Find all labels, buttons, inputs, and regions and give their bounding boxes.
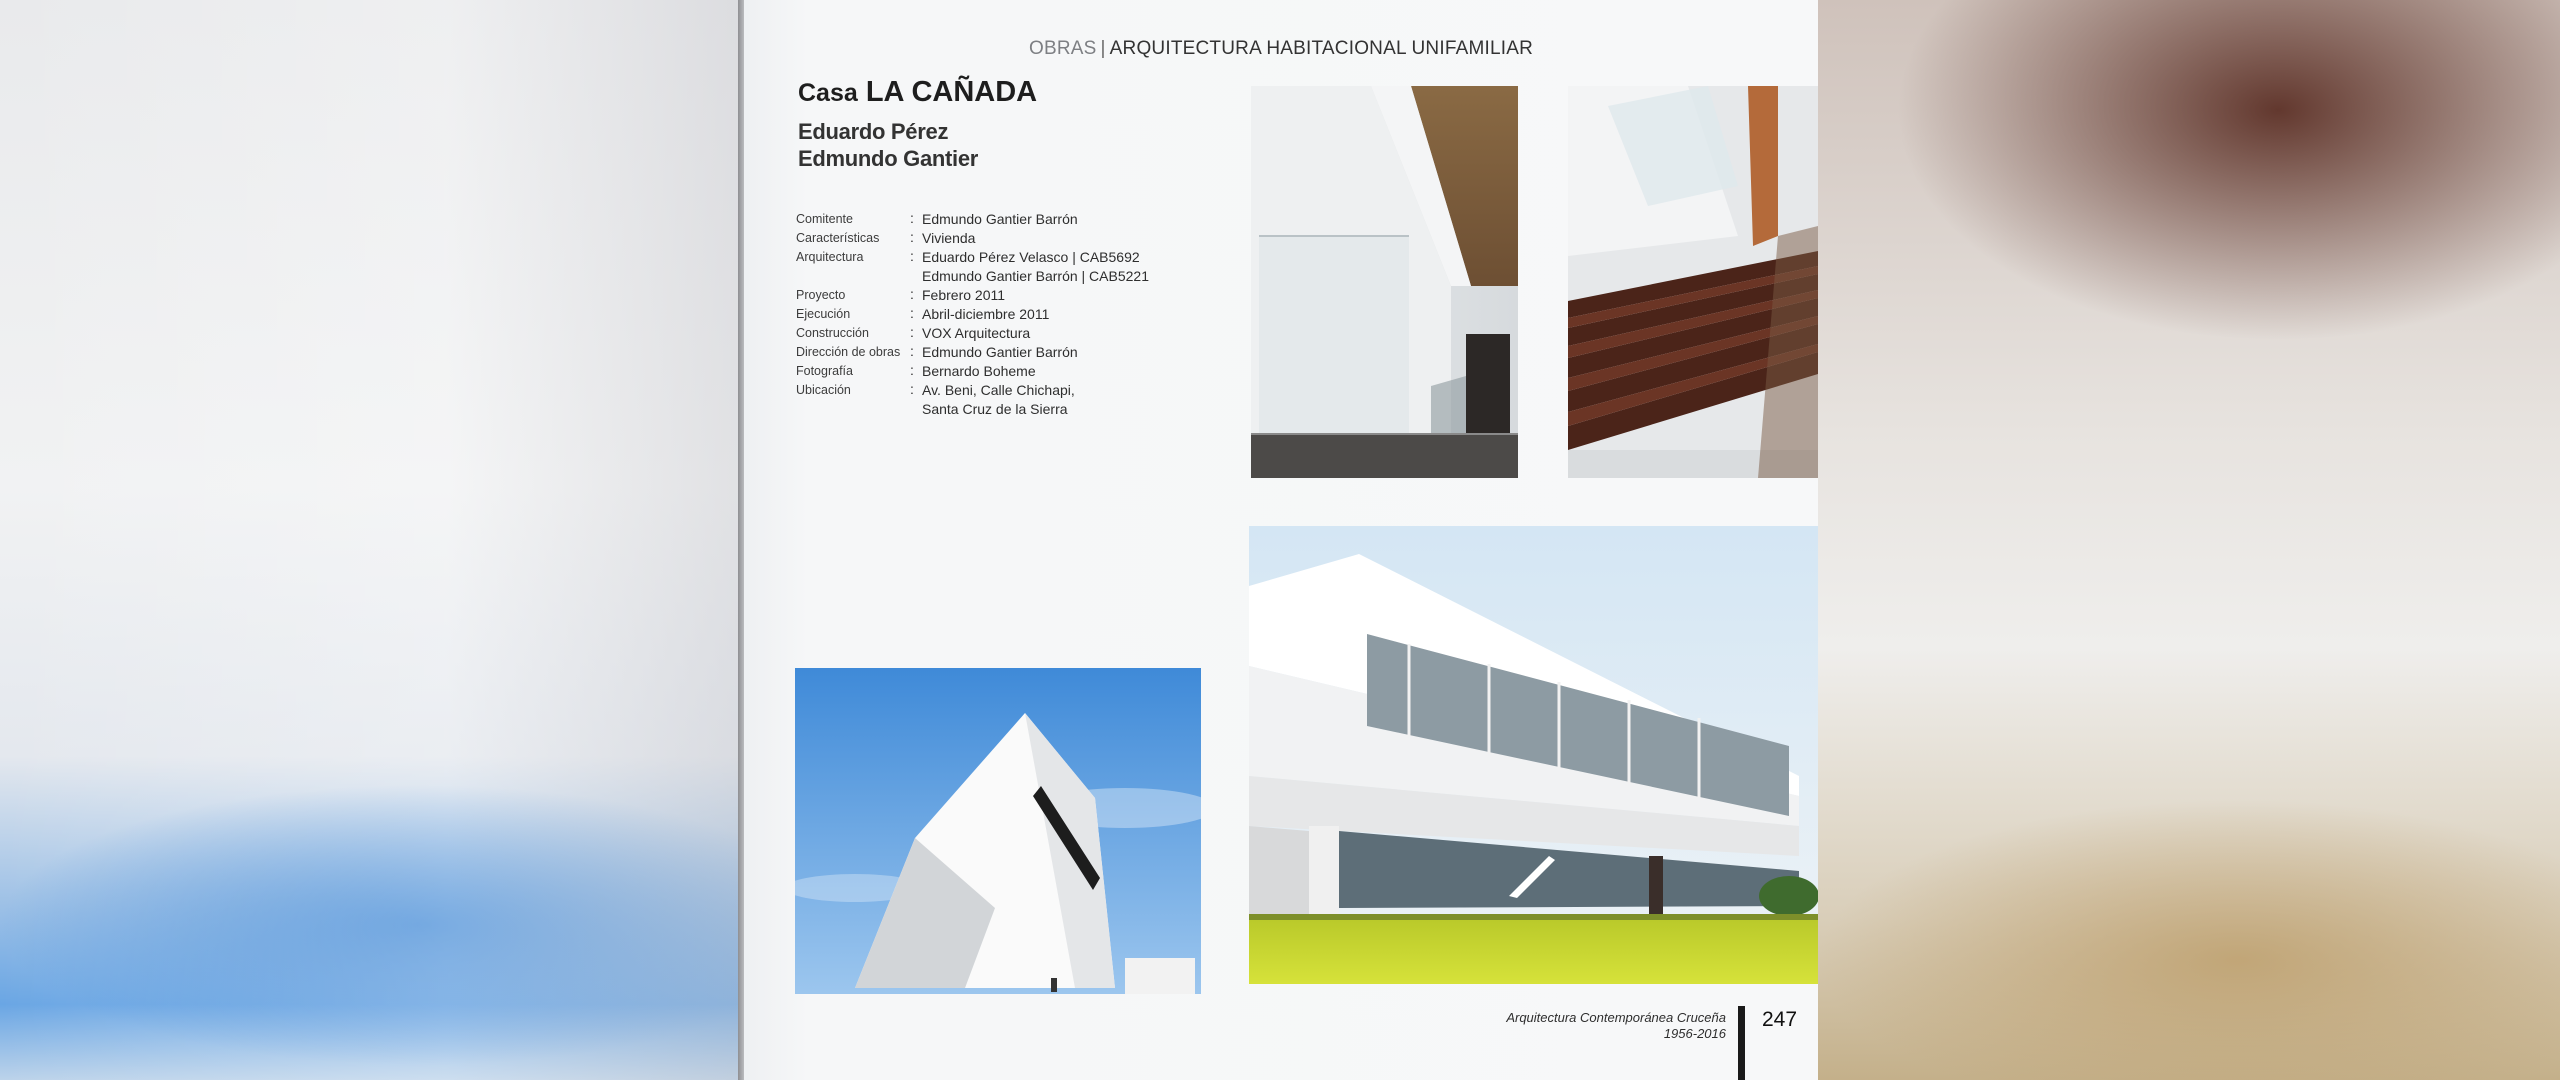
credit-label: Proyecto bbox=[796, 288, 846, 302]
photo-interior-corridor bbox=[1251, 86, 1518, 478]
author-name: Edmundo Gantier bbox=[798, 146, 979, 171]
credit-colon: : bbox=[910, 381, 914, 397]
page-header bbox=[744, 38, 1818, 60]
book-page bbox=[744, 0, 1818, 1080]
photo-house-exterior-lawn bbox=[1249, 526, 1818, 984]
credit-value: Eduardo Pérez Velasco | CAB5692 Edmundo Gantier Barrón | CAB5221 bbox=[922, 249, 1149, 284]
credit-value: Edmundo Gantier Barrón bbox=[922, 344, 1078, 360]
book-years: 1956-2016 bbox=[1663, 1026, 1726, 1041]
header-separator: | bbox=[1100, 38, 1106, 59]
credit-colon: : bbox=[910, 324, 914, 340]
credit-value: Abril-diciembre 2011 bbox=[922, 306, 1050, 322]
footer-book-title bbox=[1506, 1010, 1726, 1042]
credit-value: VOX Arquitectura bbox=[922, 325, 1031, 341]
credit-label: Fotografía bbox=[796, 364, 853, 378]
credit-label: Dirección de obras bbox=[796, 345, 901, 359]
credit-label: Ubicación bbox=[796, 383, 851, 397]
credit-label: Comitente bbox=[796, 212, 853, 226]
credit-label: Construcción bbox=[796, 326, 869, 340]
credit-colon: : bbox=[910, 210, 914, 226]
credit-label: Características bbox=[796, 231, 880, 245]
section-label: OBRAS bbox=[1028, 38, 1097, 59]
credit-colon: : bbox=[910, 229, 914, 245]
credit-colon: : bbox=[910, 286, 914, 302]
footer-divider bbox=[1738, 1006, 1745, 1080]
credit-colon: : bbox=[910, 305, 914, 321]
credit-label: Ejecución bbox=[796, 307, 851, 321]
book-title: Arquitectura Contemporánea Cruceña bbox=[1506, 1010, 1726, 1025]
category-label: ARQUITECTURA HABITACIONAL UNIFAMILIAR bbox=[1109, 38, 1534, 59]
title-prefix: Casa bbox=[798, 79, 858, 107]
project-title bbox=[798, 76, 1037, 109]
blurred-background-left bbox=[0, 0, 742, 1080]
page-number: 247 bbox=[1762, 1008, 1798, 1031]
blurred-background-right bbox=[1818, 0, 2560, 1080]
credit-value: Bernardo Boheme bbox=[922, 363, 1036, 379]
credit-value: Edmundo Gantier Barrón bbox=[922, 211, 1078, 227]
title-name: LA CAÑADA bbox=[865, 76, 1038, 108]
credit-colon: : bbox=[910, 362, 914, 378]
author-name: Eduardo Pérez bbox=[798, 119, 949, 144]
credit-value: Vivienda bbox=[922, 230, 976, 246]
photo-staircase bbox=[1568, 86, 1818, 478]
credit-colon: : bbox=[910, 343, 914, 359]
credit-value: Febrero 2011 bbox=[922, 287, 1006, 303]
photo-white-volume-sky bbox=[795, 668, 1201, 994]
credit-label: Arquitectura bbox=[796, 250, 864, 264]
credit-colon: : bbox=[910, 248, 914, 264]
credit-value: Av. Beni, Calle Chichapi, Santa Cruz de la Sierra bbox=[922, 382, 1075, 417]
authors bbox=[798, 118, 978, 172]
